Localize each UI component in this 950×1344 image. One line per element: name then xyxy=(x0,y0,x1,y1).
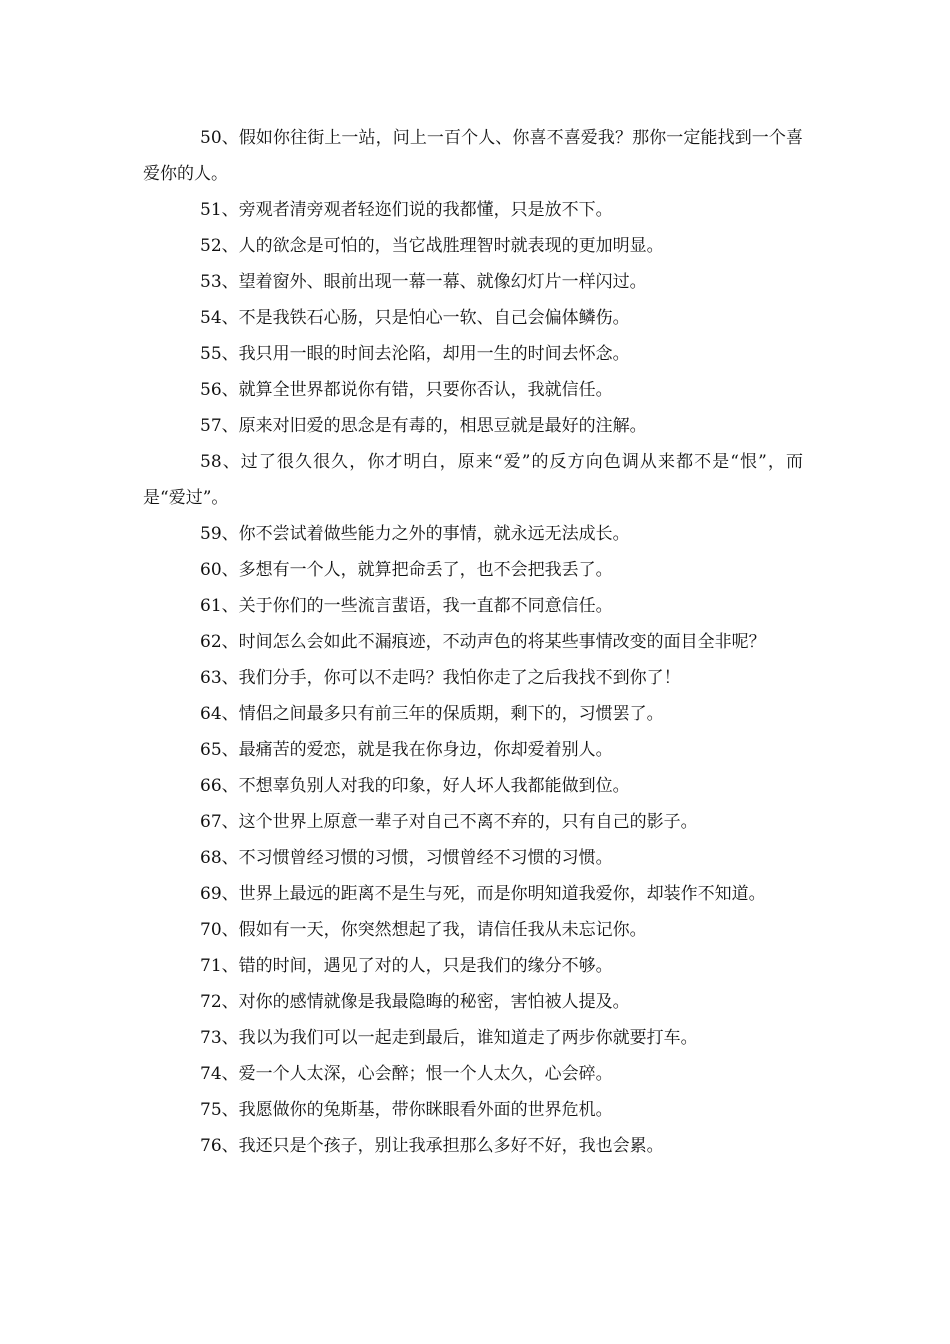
paragraph-58: 58、过了很久很久，你才明白，原来“爱”的反方向色调从来都不是“恨”，而是“爱过”。 xyxy=(143,452,803,508)
paragraph-75: 75、我愿做你的兔斯基，带你眯眼看外面的世界危机。 xyxy=(200,1100,613,1120)
paragraph-76: 76、我还只是个孩子，别让我承担那么多好不好，我也会累。 xyxy=(200,1136,664,1156)
paragraph-72: 72、对你的感情就像是我最隐晦的秘密，害怕被人提及。 xyxy=(200,992,630,1012)
paragraph-52: 52、人的欲念是可怕的，当它战胜理智时就表现的更加明显。 xyxy=(200,236,664,256)
document-body xyxy=(143,120,803,1164)
paragraph-65: 65、最痛苦的爱恋，就是我在你身边，你却爱着别人。 xyxy=(200,740,613,760)
paragraph-64: 64、情侣之间最多只有前三年的保质期，剩下的，习惯罢了。 xyxy=(200,704,664,724)
paragraph-70: 70、假如有一天，你突然想起了我，请信任我从未忘记你。 xyxy=(200,920,647,940)
paragraph-57: 57、原来对旧爱的思念是有毒的，相思豆就是最好的注解。 xyxy=(200,416,647,436)
paragraph-61: 61、关于你们的一些流言蜚语，我一直都不同意信任。 xyxy=(200,596,613,616)
paragraph-56: 56、就算全世界都说你有错，只要你否认，我就信任。 xyxy=(200,380,613,400)
paragraph-63: 63、我们分手，你可以不走吗？我怕你走了之后我找不到你了！ xyxy=(200,668,681,688)
paragraph-66: 66、不想辜负别人对我的印象，好人坏人我都能做到位。 xyxy=(200,776,630,796)
paragraph-73: 73、我以为我们可以一起走到最后，谁知道走了两步你就要打车。 xyxy=(200,1028,698,1048)
paragraph-69: 69、世界上最远的距离不是生与死，而是你明知道我爱你，却装作不知道。 xyxy=(200,884,766,904)
paragraph-68: 68、不习惯曾经习惯的习惯，习惯曾经不习惯的习惯。 xyxy=(200,848,613,868)
paragraph-60: 60、多想有一个人，就算把命丢了，也不会把我丢了。 xyxy=(200,560,613,580)
paragraph-51: 51、旁观者清旁观者轻迩们说的我都懂，只是放不下。 xyxy=(200,200,613,220)
paragraph-62: 62、时间怎么会如此不漏痕迹，不动声色的将某些事情改变的面目全非呢？ xyxy=(200,632,766,652)
paragraph-54: 54、不是我铁石心肠，只是怕心一软、自己会偏体鳞伤。 xyxy=(200,308,630,328)
paragraph-59: 59、你不尝试着做些能力之外的事情，就永远无法成长。 xyxy=(200,524,630,544)
paragraph-67: 67、这个世界上原意一辈子对自己不离不弃的，只有自己的影子。 xyxy=(200,812,698,832)
paragraph-50: 50、假如你往街上一站，问上一百个人、你喜不喜爱我？那你一定能找到一个喜爱你的人。 xyxy=(143,128,803,184)
paragraph-53: 53、望着窗外、眼前出现一幕一幕、就像幻灯片一样闪过。 xyxy=(200,272,647,292)
paragraph-55: 55、我只用一眼的时间去沦陷，却用一生的时间去怀念。 xyxy=(200,344,630,364)
paragraph-74: 74、爱一个人太深，心会醉；恨一个人太久，心会碎。 xyxy=(200,1064,613,1084)
paragraph-71: 71、错的时间，遇见了对的人，只是我们的缘分不够。 xyxy=(200,956,613,976)
